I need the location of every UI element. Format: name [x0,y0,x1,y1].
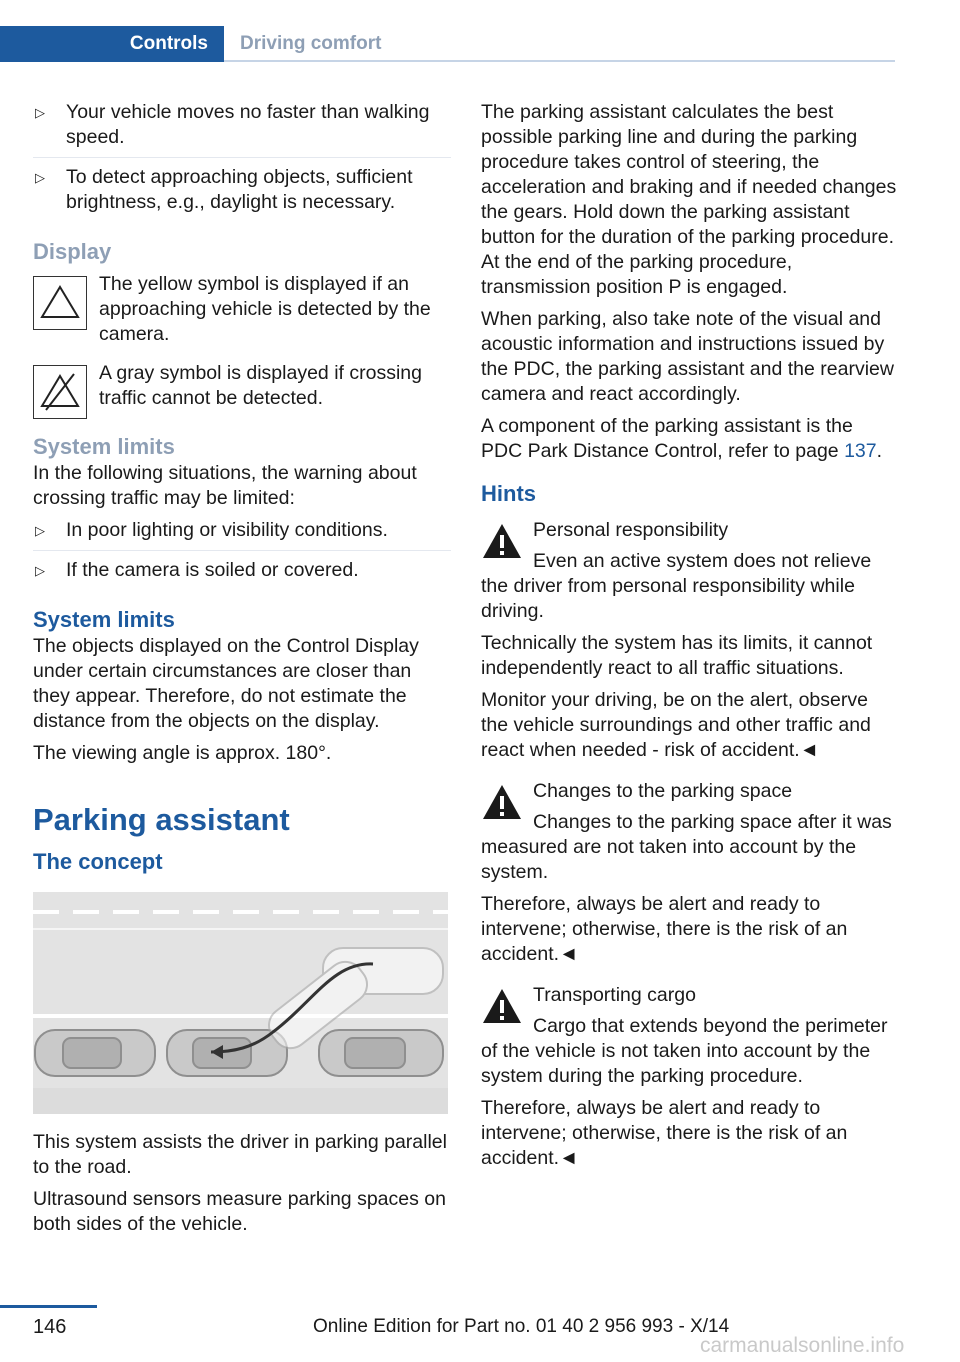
system-limits-heading-2: System limits [33,607,175,632]
concept-text-2: Ultrasound sensors measure parking spaces on both sides of the vehicle. [33,1188,446,1235]
watermark: carmanualsonline.info [700,1334,905,1357]
viewing-angle-text: The viewing angle is approx. 180°. [33,742,332,764]
warning-parking-space-changes [481,779,899,885]
warning-triangle-icon [33,276,87,330]
gray-symbol-text: A gray symbol is displayed if crossing traffic cannot be detected. [99,362,422,409]
limits-bullet-list [33,518,451,590]
parked-car-right [319,1030,443,1076]
triangle-bullet-icon: ▷ [35,523,45,538]
right-column [481,100,899,1178]
page-number: 146 [33,1316,67,1338]
left-column [33,100,451,1244]
yellow-symbol-row [33,272,451,347]
header-divider [224,60,895,62]
parking-assistant-text-1: The parking assistant calculates the best possible parking line and during the parking procedure takes control of steering, the acceleration and braking and if needed changes the gears. Hold down the parking assistant button for the duration of the parking procedure. At the end of the parking procedure, transmission position P is engaged. [481,101,897,298]
parking-assistant-text-2: When parking, also take note of the visual and acoustic information and instructions issued by the PDC, the parking assistant and the rearview camera and react accordingly. [481,308,894,405]
concept-text-1: This system assists the driver in parking parallel to the road. [33,1131,447,1178]
warning-text: Even an active system does not relieve the driver from personal responsibility while driving. [481,550,872,622]
system-limits-text-2: The objects displayed on the Control Display under certain circumstances are closer than they appear. Therefore, do not estimate the distance from the objects on the display. [33,635,419,732]
triangle-bullet-icon: ▷ [35,170,45,185]
warning-personal-responsibility [481,518,899,624]
system-limits-text-1: In the following situations, the warning about crossing traffic may be limited: [33,462,417,509]
gray-symbol-row [33,361,451,417]
warning-icon [481,781,523,825]
warning-text-2: Technically the system has its limits, it cannot independently react to all traffic situations. [481,632,873,679]
warning-title: Changes to the parking space [533,780,793,802]
warning-transporting-cargo [481,983,899,1089]
parking-illustration [33,892,448,1114]
warning-text-2: Therefore, always be alert and ready to intervene; otherwise, there is the risk of an accident.◄ [481,1097,848,1169]
warning-icon [481,520,523,564]
warning-title: Personal responsibility [533,519,729,541]
header-tab-controls: Controls [0,26,224,62]
yellow-symbol-text: The yellow symbol is displayed if an approaching vehicle is detected by the camera. [99,273,431,345]
warning-text-3: Monitor your driving, be on the alert, observe the vehicle surroundings and other traffic and react when needed - risk of accident.◄ [481,689,871,761]
warning-text: Changes to the parking space after it was measured are not taken into account by the system. [481,811,892,883]
warning-title: Transporting cargo [533,984,696,1006]
triangle-bullet-icon: ▷ [35,105,45,120]
list-item: ▷ Your vehicle moves no faster than walking speed. [33,100,451,158]
crossed-warning-triangle-icon [33,365,87,419]
parked-car-left [35,1030,155,1076]
list-item: ▷ If the camera is soiled or covered. [35,559,359,581]
edition-text: Online Edition for Part no. 01 40 2 956 993 - X/14 [313,1316,730,1337]
warning-text-2: Therefore, always be alert and ready to intervene; otherwise, there is the risk of an accident.◄ [481,893,848,965]
parked-car-middle [167,1030,287,1076]
system-limits-heading-1: System limits [33,434,175,459]
top-bullet-list [33,100,451,222]
display-heading: Display [33,239,112,264]
section-title: Parking assistant [33,802,290,837]
warning-icon [481,985,523,1029]
hints-heading: Hints [481,481,536,506]
header-tab-driving-comfort: Driving comfort [240,33,382,54]
warning-text: Cargo that extends beyond the perimeter of the vehicle is not taken into account by the system during the parking procedure. [481,1015,888,1087]
page-reference-link[interactable]: 137 [844,440,877,462]
concept-heading: The concept [33,849,163,874]
footer-divider [0,1305,97,1308]
list-item: ▷ In poor lighting or visibility conditions. [33,518,451,551]
page-header [0,26,895,62]
triangle-bullet-icon: ▷ [35,563,45,578]
list-item: ▷ To detect approaching objects, sufficient brightness, e.g., daylight is necessary. [35,166,413,213]
parking-assistant-text-3: A component of the parking assistant is the PDC Park Distance Control, refer to page 137. [481,415,883,462]
